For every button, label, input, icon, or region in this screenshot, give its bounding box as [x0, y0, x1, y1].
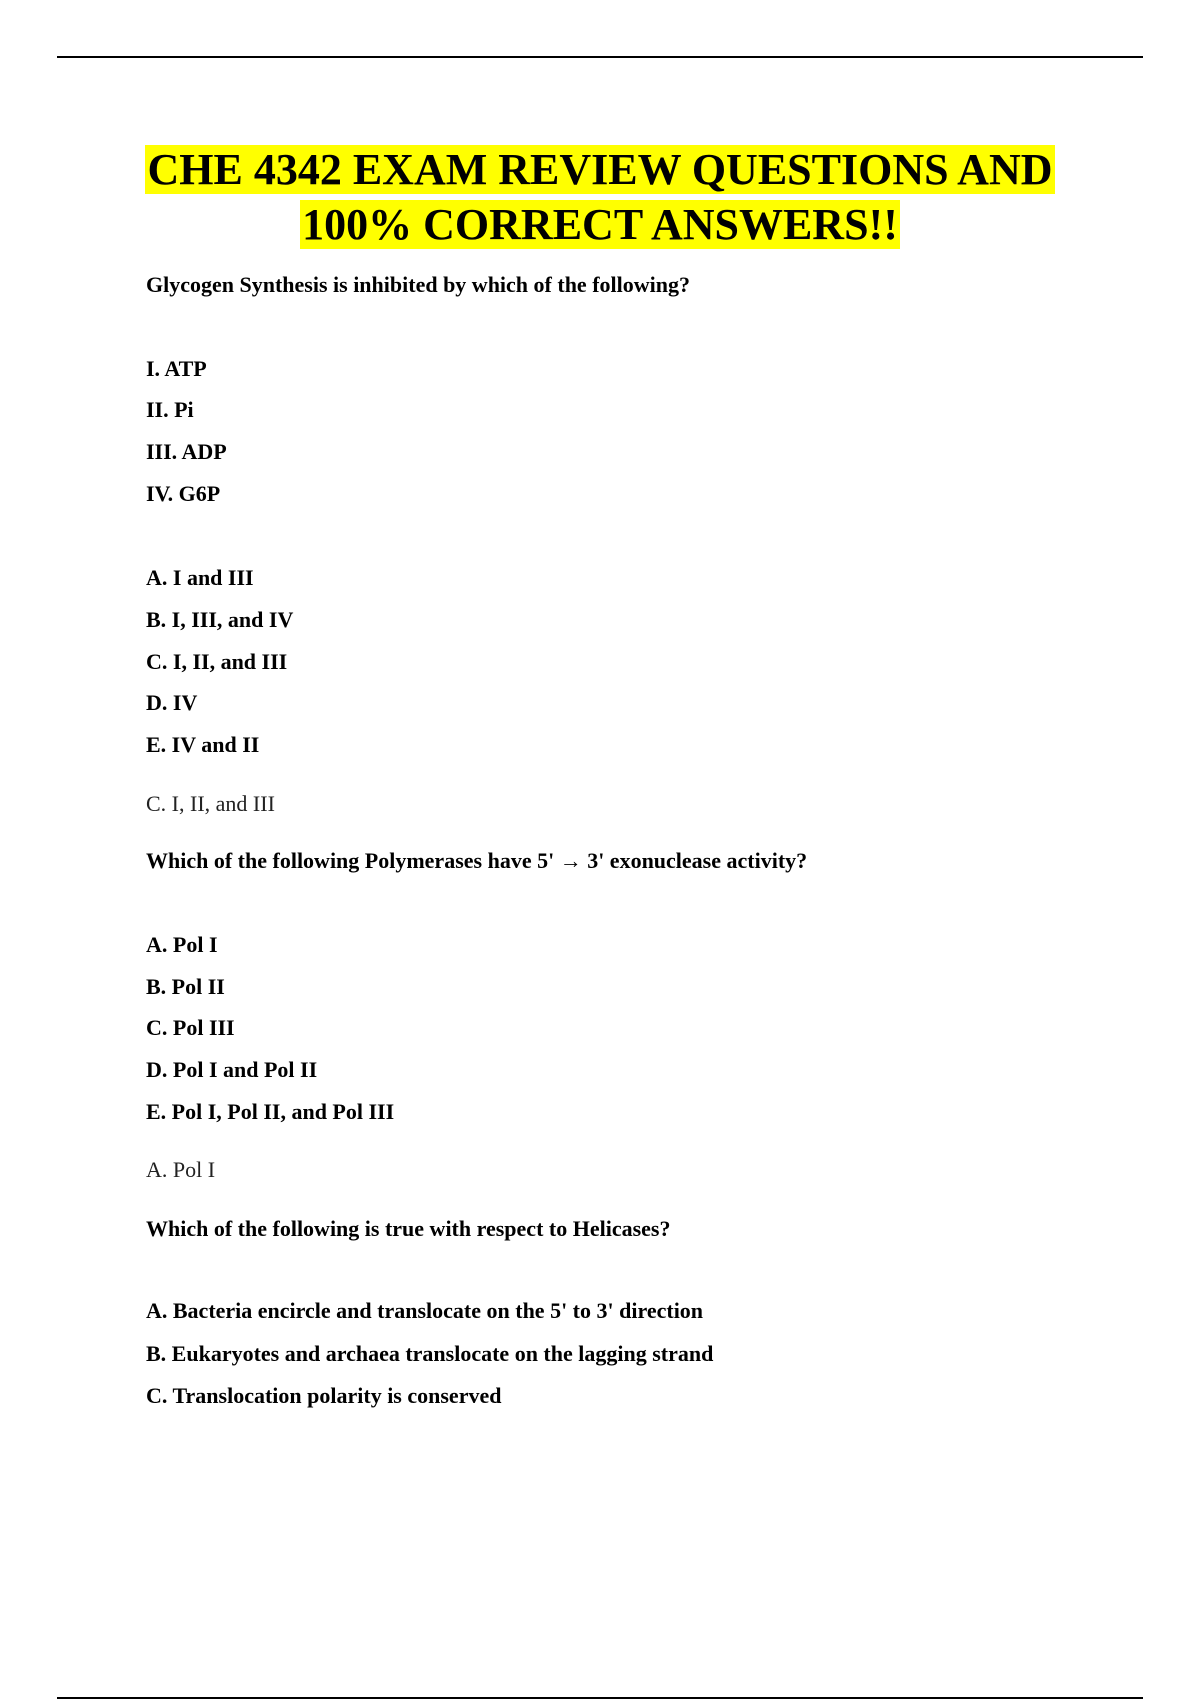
question-2-option: D. Pol I and Pol II: [146, 1057, 318, 1082]
question-2-option: A. Pol I: [146, 932, 218, 957]
question-1-option: E. IV and II: [146, 732, 260, 757]
question-2-option: E. Pol I, Pol II, and Pol III: [146, 1099, 395, 1124]
question-2: Which of the following Polymerases have 5' → 3' exonuclease activity?: [146, 848, 808, 873]
question-3-option: B. Eukaryotes and archaea translocate on the lagging strand: [146, 1341, 714, 1366]
title-line-1: CHE 4342 EXAM REVIEW QUESTIONS AND: [147, 145, 1053, 194]
document-title: [0, 142, 1200, 252]
question-1-roman-item: II. Pi: [146, 397, 194, 422]
question-1-roman-item: I. ATP: [146, 356, 207, 381]
question-1: Glycogen Synthesis is inhibited by which of the following?: [146, 272, 690, 297]
question-1-option: D. IV: [146, 690, 198, 715]
question-1-roman-item: III. ADP: [146, 439, 227, 464]
top-rule: [57, 56, 1143, 58]
question-2-option: B. Pol II: [146, 974, 225, 999]
question-2-option: C. Pol III: [146, 1015, 235, 1040]
question-2-answer: A. Pol I: [146, 1157, 216, 1182]
title-line-2: 100% CORRECT ANSWERS!!: [302, 200, 898, 249]
question-1-option: C. I, II, and III: [146, 649, 288, 674]
question-3-option: A. Bacteria encircle and translocate on the 5' to 3' direction: [146, 1298, 704, 1323]
question-1-option: B. I, III, and IV: [146, 607, 294, 632]
question-3-option: C. Translocation polarity is conserved: [146, 1383, 502, 1408]
question-1-answer: C. I, II, and III: [146, 791, 275, 816]
bottom-rule: [57, 1697, 1143, 1699]
question-1-option: A. I and III: [146, 565, 254, 590]
question-1-roman-item: IV. G6P: [146, 481, 221, 506]
question-3: Which of the following is true with respect to Helicases?: [146, 1216, 671, 1241]
